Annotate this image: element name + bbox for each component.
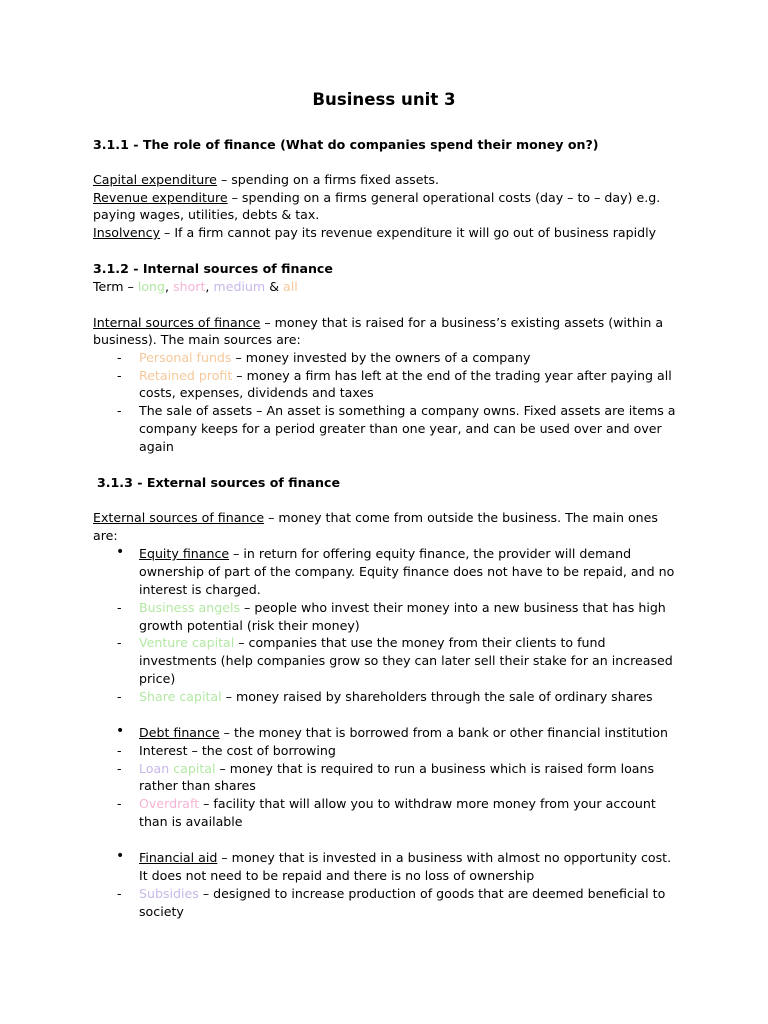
financial-aid-term: Financial aid	[139, 850, 218, 865]
term-all: all	[283, 279, 298, 294]
list-dash: -	[117, 761, 122, 776]
business-angels-line-2: growth potential (risk their money)	[139, 618, 360, 633]
list-item-sale-of-assets: The sale of assets – An asset is something a company owns. Fixed assets are items a	[139, 403, 676, 418]
business-angels-definition: – people who invest their money into a new business that has high	[240, 600, 666, 615]
retained-profit-line-2: costs, expenses, dividends and taxes	[139, 385, 374, 400]
section-heading-3-1-1: 3.1.1 - The role of finance (What do companies spend their money on?)	[93, 137, 599, 152]
list-dash: -	[117, 635, 122, 650]
list-item-subsidies	[139, 885, 665, 903]
insolvency-term: Insolvency	[93, 225, 161, 240]
business-angels-term: Business angels	[139, 600, 241, 615]
overdraft-definition: – facility that will allow you to withdraw more money from your account	[199, 796, 656, 811]
list-item-retained-profit	[139, 367, 672, 385]
subsidies-definition: – designed to increase production of goods that are deemed beneficial to	[198, 886, 666, 901]
list-dash: -	[117, 368, 122, 383]
debt-finance-definition: – the money that is borrowed from a bank or other financial institution	[219, 725, 668, 740]
term-separator: ,	[205, 279, 214, 294]
personal-funds-definition: – money invested by the owners of a company	[231, 350, 531, 365]
overdraft-line-2: than is available	[139, 814, 243, 829]
loan-capital-line-2: rather than shares	[139, 778, 256, 793]
section-heading-3-1-2: 3.1.2 - Internal sources of finance	[93, 261, 333, 276]
sale-of-assets-line-3: again	[139, 439, 174, 454]
subsidies-term: Subsidies	[139, 886, 199, 901]
overdraft-term: Overdraft	[139, 796, 200, 811]
share-capital-term: Share capital	[139, 689, 222, 704]
list-item-business-angels	[139, 599, 666, 617]
retained-profit-term: Retained profit	[139, 368, 233, 383]
venture-capital-line-3: price)	[139, 671, 176, 686]
internal-line	[93, 314, 663, 332]
debt-finance-term: Debt finance	[139, 725, 220, 740]
subsidies-line-2: society	[139, 904, 184, 919]
list-item-overdraft	[139, 795, 656, 813]
list-item-share-capital	[139, 688, 653, 706]
list-bullet: •	[116, 544, 125, 560]
revex-line-2: paying wages, utilities, debts & tax.	[93, 207, 320, 222]
personal-funds-term: Personal funds	[139, 350, 232, 365]
list-dash: -	[117, 689, 122, 704]
revex-term: Revenue expenditure	[93, 190, 228, 205]
list-item-financial-aid	[139, 849, 671, 867]
share-capital-definition: – money raised by shareholders through the sale of ordinary shares	[221, 689, 653, 704]
term-label: Term –	[93, 279, 138, 294]
internal-line-2: business). The main sources are:	[93, 332, 301, 347]
list-dash: -	[117, 600, 122, 615]
equity-finance-definition: – in return for offering equity finance, the provider will demand	[229, 546, 632, 561]
equity-finance-term: Equity finance	[139, 546, 230, 561]
loan-capital-term-a: Loan	[139, 761, 170, 776]
term-medium: medium	[213, 279, 266, 294]
venture-capital-definition: – companies that use the money from their clients to fund	[234, 635, 606, 650]
list-dash: -	[117, 886, 122, 901]
capex-definition: – spending on a firms fixed assets.	[216, 172, 439, 187]
revex-definition: – spending on a firms general operational costs (day – to – day) e.g.	[227, 190, 661, 205]
insolvency-definition: – If a firm cannot pay its revenue expenditure it will go out of business rapidly	[160, 225, 657, 240]
list-item-personal-funds	[139, 349, 530, 367]
list-bullet: •	[116, 848, 125, 864]
external-line-2: are:	[93, 528, 118, 543]
list-item-loan-capital	[139, 760, 654, 778]
retained-profit-definition: – money a firm has left at the end of the trading year after paying all	[232, 368, 672, 383]
internal-definition: – money that is raised for a business’s existing assets (within a	[260, 315, 664, 330]
external-definition: – money that come from outside the business. The main ones	[264, 510, 658, 525]
list-dash: -	[117, 350, 122, 365]
loan-capital-term-b: capital	[169, 761, 216, 776]
list-dash: -	[117, 796, 122, 811]
term-long: long	[137, 279, 166, 294]
equity-finance-line-2: ownership of part of the company. Equity finance does not have to be repaid, and no	[139, 564, 675, 579]
capex-term: Capital expenditure	[93, 172, 217, 187]
loan-capital-definition: – money that is required to run a business which is raised form loans	[215, 761, 655, 776]
venture-capital-line-2: investments (help companies grow so they can later sell their stake for an increased	[139, 653, 673, 668]
term-ampersand: &	[265, 279, 284, 294]
financial-aid-line-2: It does not need to be repaid and there is no loss of ownership	[139, 868, 535, 883]
list-dash: -	[117, 743, 122, 758]
external-line	[93, 509, 658, 527]
revex-line	[93, 189, 660, 207]
section-heading-3-1-3: 3.1.3 - External sources of finance	[97, 475, 341, 490]
equity-finance-line-3: interest is charged.	[139, 582, 261, 597]
term-short: short	[173, 279, 206, 294]
term-line	[93, 278, 298, 296]
term-separator: ,	[165, 279, 174, 294]
internal-term: Internal sources of finance	[93, 315, 261, 330]
list-item-interest: Interest – the cost of borrowing	[139, 743, 336, 758]
venture-capital-term: Venture capital	[139, 635, 235, 650]
list-dash: -	[117, 403, 122, 418]
list-item-equity-finance	[139, 545, 631, 563]
list-item-debt-finance	[139, 724, 668, 742]
financial-aid-definition: – money that is invested in a business with almost no opportunity cost.	[217, 850, 672, 865]
sale-of-assets-line-2: company keeps for a period greater than one year, and can be used over and over	[139, 421, 662, 436]
insolvency-line	[93, 224, 656, 242]
list-item-venture-capital	[139, 634, 606, 652]
capex-line	[93, 171, 439, 189]
document-title: Business unit 3	[312, 90, 456, 109]
list-bullet: •	[116, 723, 125, 739]
external-term: External sources of finance	[93, 510, 265, 525]
